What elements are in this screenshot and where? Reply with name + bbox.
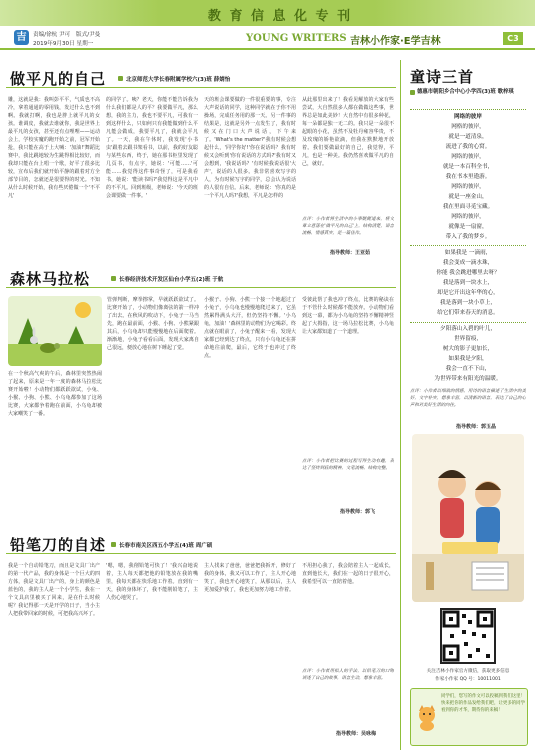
qr-caption: 关注吉林小作家官方微信，获取更多信息 [426, 669, 510, 674]
article2-pencil-icon [111, 276, 116, 281]
article1-title-row [6, 64, 396, 90]
article3-title: 铅笔刀的自述 [10, 536, 107, 554]
article1-comment: 点评：小作者将生活中的小事娓娓道来，将文章立意落在'做平凡的自己'上，结构清楚，语言流畅，情感真实，是一篇佳作。 [302, 217, 394, 236]
poem-line: 我是落到一块水上， [442, 280, 494, 286]
marathon-illustration [8, 296, 102, 366]
sidebar-divider-2 [410, 245, 526, 246]
poem-line: 为世界带来有阳光的温暖。 [434, 376, 502, 382]
masthead-banner [0, 0, 535, 26]
poem1 [408, 112, 528, 242]
article1-byline: 北京师范大学长春附属学校六(3)班 薛婧怡 [126, 77, 231, 83]
poem-line: 夕阳落山入碧的叶儿， [440, 326, 496, 332]
poem-line: 你能 我会跳进哪里去呀？ [436, 270, 500, 276]
article2-col4: 受彼此帮了我也冲了终点，比赛的秘诀在于不管什么时候都不能放弃。小动物们看到这一幕，都为小乌龟的坚持不懈精神竖起了大拇指，这一场马拉松比赛，小乌龟让大家都知道了一个道理。 [302, 297, 394, 335]
poem-line: 我在书本里遨游。 [445, 174, 491, 180]
poem2 [408, 248, 528, 318]
poem-line: 给它们带来春天的消息。 [437, 310, 499, 316]
article3-title-underline [6, 553, 396, 554]
editor-line [33, 30, 100, 38]
article3-pencil-icon [111, 542, 116, 547]
brand-chinese: 吉林小作家·E学吉林 [350, 36, 441, 47]
sidebar [404, 60, 532, 750]
poem-line: 我会一直不下山， [445, 366, 491, 372]
editor-credit: 责编/徐杭 尹可 [33, 32, 71, 38]
article3-byline: 长春市南关区西五小学五(4)班 周广硕 [119, 543, 213, 549]
design-credit: 版式/尹曼 [76, 32, 101, 38]
poem-line: 流进了我的心窝。 [445, 144, 491, 150]
poem-line: 网络的彼岸， [451, 184, 485, 190]
poem-line: 就像是一扇窗， [448, 224, 488, 230]
poem-line: 带入了我的梦乡。 [445, 234, 491, 240]
article2-comment: 点评：小作者把比赛的过程写得生动有趣，表达了坚持到底的精神，文笔流畅，结构完整。 [302, 459, 394, 471]
article3-comment: 点评：小作者用拟人的手法，以铅笔刀的口吻讲述了自己的故事，语言生动，想象丰富。 [302, 669, 394, 681]
article1-title: 做平凡的自己 [10, 70, 107, 88]
poem-line: 就是一本百科全书， [442, 164, 494, 170]
sidebar-pencil-icon [410, 90, 415, 95]
poem-line: 树大的影子更加长， [442, 346, 494, 352]
poem-line: 就是一座金山， [448, 194, 488, 200]
poem-line: 却是它开出这年华的心， [437, 290, 499, 296]
submission-note: 同学们，您写的作文可以投稿到我们这里！快来把你的作品发给我们吧，让更多的同学看到你的才华，期待你的来稿！ [441, 694, 525, 713]
poem-line: 网格的彼岸， [451, 124, 485, 130]
article2-byline: 长春经济技术开发区仙台小学五(2)班 于航 [119, 277, 224, 283]
sidebar-teacher: 指导教师：郭玉晶 [456, 424, 497, 430]
submission-box [410, 688, 528, 746]
article3-title-row [6, 530, 396, 556]
qr-contact: 作家小作家 QQ 号：10011001 [435, 677, 501, 682]
article2-title: 森林马拉松 [10, 270, 91, 288]
sidebar-comment: 点评：小作者以细致的情感，用诗的语言描述了生活中的美好，文字朴实，想象丰富，以清新的语言，表达了自己的心声和对美好生活的向往。 [410, 389, 526, 408]
poem-line: 我在里面寻觅宝藏。 [442, 204, 494, 210]
cat-icon [415, 703, 439, 731]
poem-line: 我会变成一滴水珠， [442, 260, 494, 266]
sidebar-title: 童诗三首 [410, 68, 475, 86]
article1-col1: 雕，这就是我：我叫彭平平，气质也不高冷，拿着通通的零用钱，发过什么也不到啊。我就打啊，我也是胖上就平凡的女孩。谁调皮，我就去谁就你，我是世界上最平凡的女孩，甚至还有点哩哩——运动会上，学校实魔的跑开始之前，冠军开始抢，我只能在高于上大喊：'加油!'舞蹈比赛中，我比跳地较为生跳得相比较好，而我却只能在台上唱一个歌，好平了很多比较，宣布后我们就开始平静的跟着对方全部节目的，怎就还是很要得的时光。不知从什么时候开始，我有些厌倦做一个'不平凡' [8, 97, 100, 199]
column-divider [400, 60, 401, 750]
poem-line: 就是一道清泉， [448, 134, 488, 140]
article2-col2: 管弹判断，摩拳擦掌，早就跃跃欲试了。比赛开始了，小动物们像离弦的箭一样冲了出去。在秋风的吹动下，小兔子一马当先，跑在最前面，小猴、小狗、小熊紧跟其后，小乌龟却只能慢慢地在后面爬着。渐渐地，小兔子看看后面，发现大家离自己很远，便放心地在树下睡起了觉。 [107, 297, 199, 351]
poem-line: 如果我是 一滴雨， [444, 250, 492, 256]
poem-line: 网络的彼岸， [451, 214, 485, 220]
article1-title-underline [6, 87, 396, 88]
page-number: C3 [503, 32, 523, 45]
article1-col2: 的同学了。咦？老天，你能不能告诉我为什么我们都是人的平？我要做平凡，那么想，我的主力，我也不要平凡，可我有一到这样什么，只如何只有我能做到什么平凡能会做成，我要平凡了，我就会平凡了。一天，我在午休时，我发现'小书虫'跟着去跟书架看书，以前，我的好友聪与某些东西，终于，她在那书柜里发现了几页书，有点字，她说：'可能……'可能……我觉得这件事奇怪了，可是我看书，她说：'能读书吗?'我觉得这是平凡中的不平凡。回到班级，老师说：'今天的班会课要做一件事。' [106, 97, 198, 199]
paper-logo-icon: 吉 [14, 30, 29, 45]
qr-code[interactable] [440, 608, 496, 664]
poem3 [408, 324, 528, 384]
poem-line: 我是落到一块小草上， [440, 300, 496, 306]
poem-line: 世界留痕， [454, 336, 482, 342]
article3-teacher: 指导教师：吴咏梅 [336, 731, 377, 737]
issue-date: 2019年9月30日 星期一 [33, 41, 94, 47]
article1-teacher: 指导教师：王亚茹 [330, 250, 371, 256]
article3-col3: 主人找来了爸爸，爸爸把我拆开，修好了我的身体，我又可以工作了，主人开心地笑了，我也开心地笑了，从那以后，主人更加爱护我了，我也更加努力地工作着。 [204, 563, 296, 593]
poem-line: 网络的彼岸 [454, 114, 482, 120]
poem-line: 如果我是夕阳， [448, 356, 488, 362]
brand-english: YOUNG WRITERS [246, 33, 347, 44]
sidebar-byline: 德惠市朝阳乡合中心小学四(3)班 歌梓琪 [417, 89, 514, 95]
sidebar-divider-1 [410, 109, 526, 110]
article2-title-underline [6, 287, 396, 288]
article2-col3: 小猴子、小狗、小熊一个接一个地超过了小兔子，小乌龟也慢慢地爬过来了，它虽然累得满头大汗，但仍坚持不懈。'小乌龟，加油！'森林里的动物们为它喝彩。终点就在眼前了，小兔子醒来一看，发现大家都已经到达了终点，只有小乌龟还在拼命地往前爬，最后，它终于也冲过了终点。 [204, 297, 296, 359]
article2-teacher: 指导教师：郭飞 [340, 509, 376, 515]
article1-col3: 天的班会课要做的一件很重要的事，专注大声说话的同学，这种同学就在于你不用操场，完成任务用的那一天。另一件事的结果是，这就是另外一点发生了，我有时候又在门口大声说话，下午来了。'What's the matter?'我有时候会想起什么，'同学你好!'你在说话吗？我有时候又会听到'你有说话的方式吗?'我有时又会想到，'我说话吗？'有时候我说话很'大声'，说话的人很多。我非常喜欢写字的人，为有时候写字的同学，总会认为说话的人很有自信。后来，老师说：'你真的是一个平凡人吗?'我想，平凡是怎样的 [204, 97, 296, 199]
article3-col2: '嗯，嗯，我削铅笔可快了！'我兴奋地说着，主人每天都把他的铅笔放在我的嘴里，我每天都在快乐地工作着。直到有一天，我的身体坏了，我不能削铅笔了，主人伤心地哭了。 [106, 563, 198, 601]
article3-col4: 不用担心我了，我会陪着主人一起成长，直到他长大，我们在一起的日子很开心，我希望可以一直陪着他。 [302, 563, 394, 585]
article1-pencil-icon [118, 76, 123, 81]
masthead-info [0, 26, 535, 50]
sidebar-divider-3 [410, 322, 526, 323]
article3-col1: 我是一个自动铅笔刀，而且是文具厂出产的第一代产品，我的身体是一个巨大的四方体，我是文具厂出产的，身上的颜色是蓝色的，我的主人是一个小学生，我在一个文具店里被买了回来，是在什么时候呢？我记得那一天是开学的日子，当小主人把我带回家的时候，可把我高兴坏了。 [8, 563, 100, 617]
article2-col1: 在一个秋高气爽的午后，森林里突然热闹了起来，原来是一年一度的森林马拉松比赛开始啦！小动物们都跃跃欲试，小兔、小猴、小狗、小熊、小乌龟都参加了这场比赛，大家都争着跑在前面，小乌龟却被大家嘲笑了一番。 [8, 371, 102, 417]
banner-text: 教 育 信 息 化 专 刊 [207, 9, 353, 24]
article2-title-row [6, 264, 396, 290]
article1-col4: 从此那里出来了！我看见解放的大家有些尝试，大自然很多人都在做做这些事，世界总是如此美妙！大自然中有很多种花，每一朵都是独一无二的。我只是一朵很不起眼的小花，虽然不及牡丹雍容华贵，不及玫瑰的娇艳欲滴，但我在默默地开放着。我们要做最好的自己，我觉得，平凡，也是一种美。我仍然喜欢做平凡的自己，就好。 [302, 97, 394, 167]
poem-line: 网络的彼岸， [451, 154, 485, 160]
kids-illustration [412, 434, 524, 602]
